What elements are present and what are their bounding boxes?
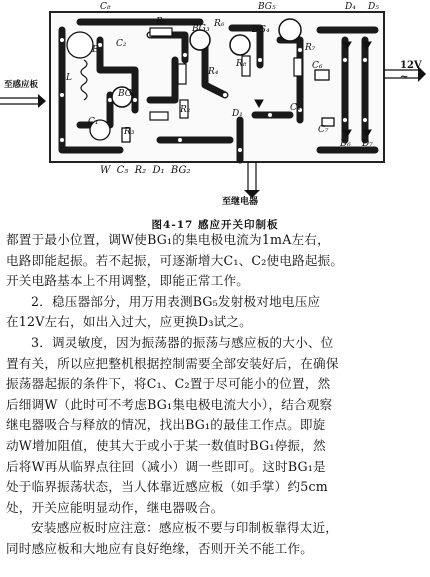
text-line: 3．调灵敏度，因为振荡器的振荡与感应板的大小、位 bbox=[31, 334, 334, 350]
label-bottom-parts: W C₅ R₂ D₁ BG₂ bbox=[100, 165, 191, 176]
paragraph-3 bbox=[6, 518, 424, 559]
text-line: 振荡器起振的条件下，将C₁、C₂置于尽可能小的位置，然 bbox=[6, 376, 331, 392]
label-r4: R₄ bbox=[208, 67, 219, 77]
text-line: 处于临界振荡状态，当人体靠近感应板（如手掌）约5cm bbox=[6, 479, 328, 495]
label-d7: D₇ bbox=[362, 139, 373, 149]
text-line: 电路即能起振。若不起振，可逐渐增大C₁、C₂使电路起振。 bbox=[6, 252, 344, 268]
label-d1: D₁ bbox=[232, 109, 243, 119]
text-line: 动W增加阻值，使其大于或小于某一数值时BG₁停振，然 bbox=[6, 437, 326, 453]
paragraph-1 bbox=[6, 292, 424, 333]
label-12v-ac: 12V ~ bbox=[400, 60, 422, 83]
label-c7: C₇ bbox=[318, 125, 329, 135]
label-bg3: BG₃ bbox=[192, 24, 210, 34]
pcb-drawing bbox=[0, 0, 430, 210]
label-r5: R₅ bbox=[156, 17, 167, 27]
label-bg1: BG₁ bbox=[118, 89, 136, 99]
text-line: 后细调W（此时可不考虑BG₁集电极电流大小），结合观察 bbox=[6, 396, 333, 412]
paragraph-2 bbox=[6, 333, 424, 518]
label-r7: R₇ bbox=[305, 43, 316, 53]
text-line: 2．稳压器部分，用万用表测BG₅发射极对地电压应 bbox=[31, 293, 321, 309]
text-line: 安装感应板时应注意：感应板不要与印制板靠得太近， bbox=[31, 520, 339, 536]
figure-caption: 图4-17 感应开关印制板 bbox=[151, 219, 279, 231]
pcb-figure bbox=[0, 0, 430, 210]
text-line: 开关电路基本上不用调整，即能正常工作。 bbox=[6, 273, 250, 289]
label-d4: D₄ bbox=[345, 2, 356, 12]
label-r6: R₆ bbox=[214, 19, 225, 29]
label-to-sensor-plate: 至感应板 bbox=[4, 80, 39, 90]
text-line: 后将W再从临界点往回（减小）调一些即可。这时BG₁是 bbox=[6, 458, 326, 474]
label-r2: R₂ bbox=[180, 105, 191, 115]
paragraph-0 bbox=[6, 230, 424, 292]
label-c8: C₈ bbox=[100, 2, 111, 12]
text-line: 置有关，所以应把整机根据控制需要全部安装好后，在确保 bbox=[6, 355, 339, 371]
label-c2: C₂ bbox=[116, 39, 127, 49]
body-text bbox=[6, 230, 424, 560]
label-r3: R₃ bbox=[124, 127, 135, 137]
text-line: 都置于最小位置，调W使BG₁的集电极电流为1mA左右， bbox=[6, 232, 330, 247]
text-line: 在12V左右，如出入过大，应更换D₃试之。 bbox=[6, 314, 252, 330]
label-r8: R₈ bbox=[236, 59, 247, 69]
label-bg4: BG₄ bbox=[252, 25, 270, 35]
text-line: 同时感应板和大地应有良好绝缘，否则开关不能工作。 bbox=[6, 540, 314, 556]
label-c: C bbox=[58, 37, 65, 47]
label-c1: C₁ bbox=[88, 117, 99, 127]
label-d6: D₆ bbox=[340, 139, 351, 149]
label-e: E bbox=[92, 45, 99, 55]
label-to-relay: 至继电器 bbox=[222, 197, 259, 207]
label-l: L bbox=[66, 73, 72, 83]
text-line: 继电器吸合与释放的情况，找出BG₁的最佳工作点。即旋 bbox=[6, 417, 326, 433]
label-c4: C₄ bbox=[290, 103, 301, 113]
text-line: 处，开关应能明显动作，继电器吸合。 bbox=[6, 499, 224, 515]
label-c6: C₆ bbox=[312, 61, 323, 71]
label-bg5-top: BG₅ bbox=[258, 2, 276, 12]
label-d5: D₅ bbox=[368, 2, 379, 12]
